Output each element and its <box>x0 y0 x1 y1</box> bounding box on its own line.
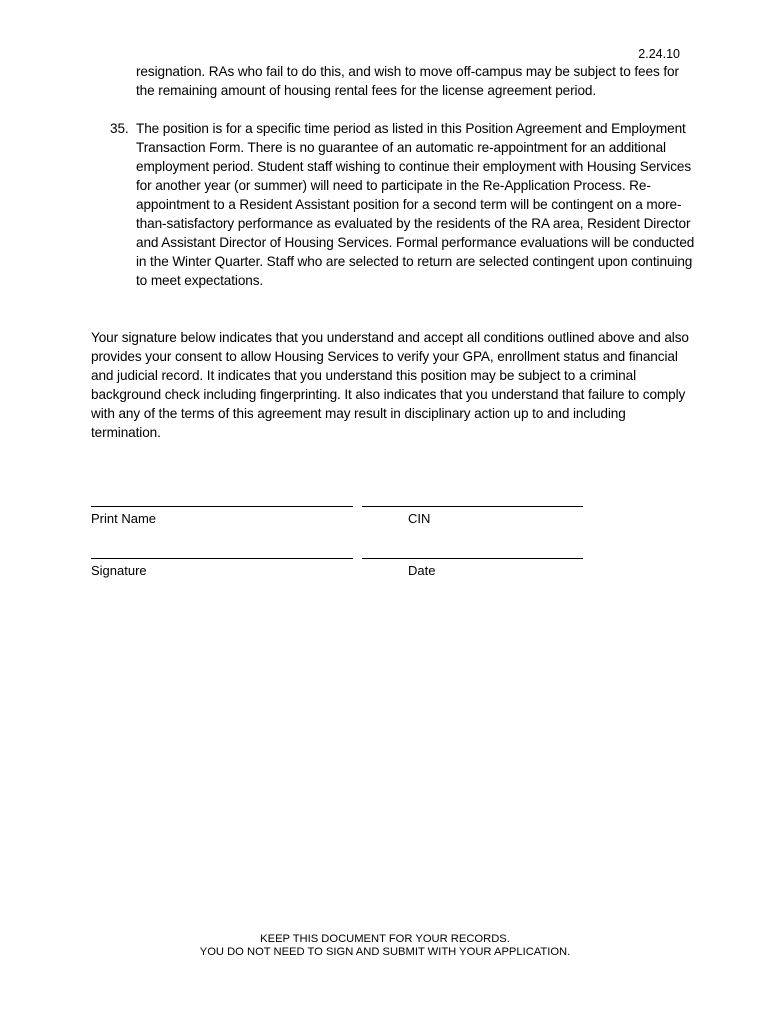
print-name-line[interactable] <box>91 506 353 507</box>
continued-paragraph: resignation. RAs who fail to do this, and wish to move off-campus may be subject to fees for the remaining amount of housing rental fees for the license agreement period. <box>136 64 679 98</box>
footer-line-1: KEEP THIS DOCUMENT FOR YOUR RECORDS. <box>260 933 510 945</box>
date-label: Date <box>408 563 436 578</box>
signature-line[interactable] <box>91 558 353 559</box>
date-line[interactable] <box>362 558 583 559</box>
footer-line-2: YOU DO NOT NEED TO SIGN AND SUBMIT WITH YOUR APPLICATION. <box>199 946 571 958</box>
cin-line[interactable] <box>362 506 583 507</box>
list-item-35 <box>110 119 696 290</box>
list-item-number: 35. <box>110 121 129 136</box>
signature-label: Signature <box>91 563 147 578</box>
list-item-text: The position is for a specific time period as listed in this Position Agreement and Employment Transaction Form. There is no guarantee of an automatic re-appointment for an additional employment period. Student staff wishing to continue their employment with Housing Services for another year (or summer) will need to participate in the Re-Application Process. Re-appointment to a Resident Assistant position for a second term will be contingent on a more-than-satisfactory performance as evaluated by the residents of the RA area, Resident Director and Assistant Director of Housing Services. Formal performance evaluations will be conducted in the Winter Quarter. Staff who are selected to return are selected contingent upon continuing to meet expectations. <box>136 121 695 288</box>
cin-label: CIN <box>408 511 431 526</box>
document-date: 2.24.10 <box>638 47 680 61</box>
print-name-label: Print Name <box>91 511 157 526</box>
consent-paragraph: Your signature below indicates that you understand and accept all conditions outlined above and also provides your consent to allow Housing Services to verify your GPA, enrollment status and financial and judicial record. It indicates that you understand this position may be subject to a criminal background check including fingerprinting. It also indicates that you understand that failure to comply with any of the terms of this agreement may result in disciplinary action up to and including termination. <box>91 330 689 440</box>
footer-notice <box>0 933 770 959</box>
